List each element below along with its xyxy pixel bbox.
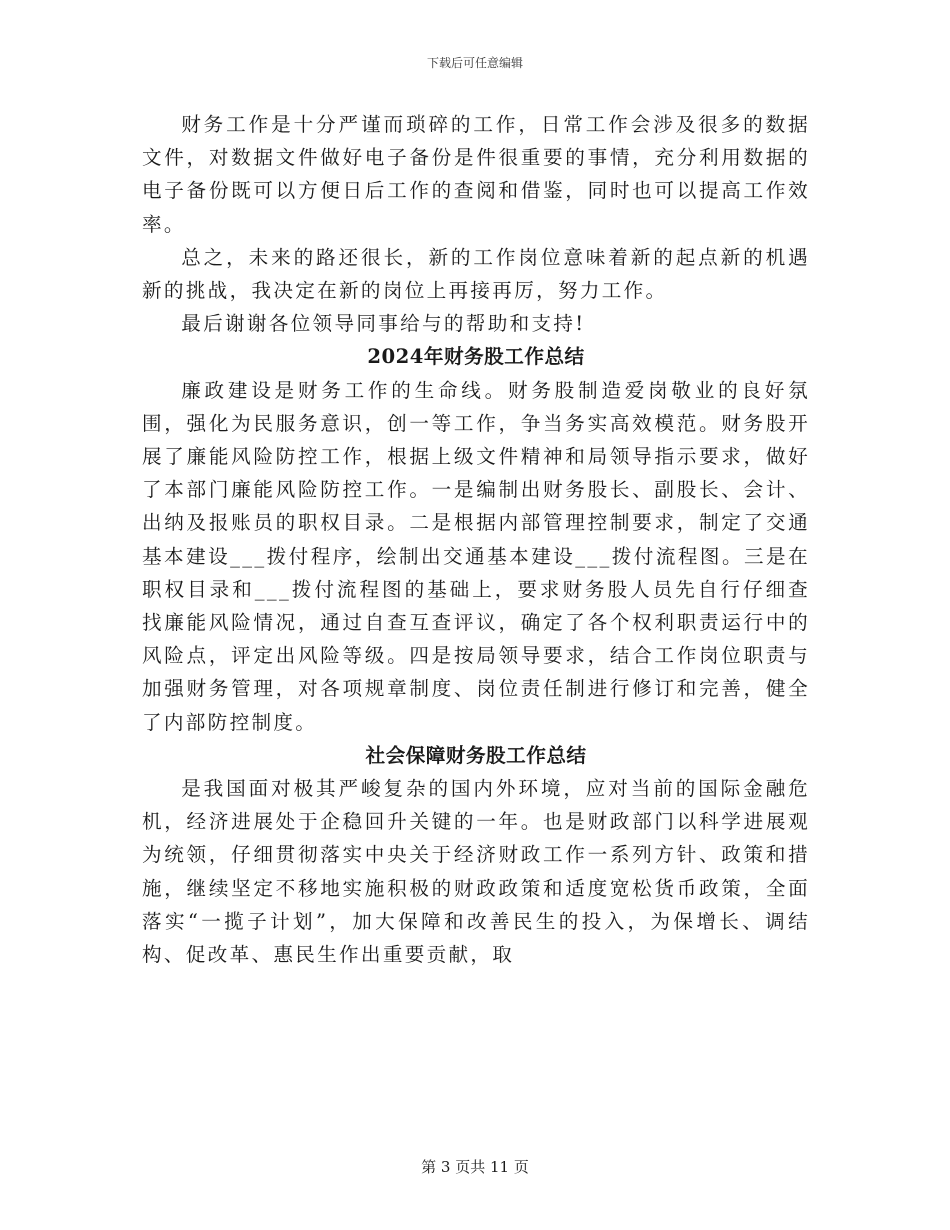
section-heading-2024-summary: 2024年财务股工作总结 [367,345,585,369]
paragraph-thanks: 最后谢谢各位领导同事给与的帮助和支持! [181,312,586,336]
page-header: 下载后可任意编辑 [426,56,523,70]
section-heading-social-security: 社会保障财务股工作总结 [365,743,587,767]
paragraph-social-security: 是我国面对极其严峻复杂的国内外环境，应对当前的国际金融危机，经济进展处于企稳回升关键的一年。也是财政部门以科学进展观为统领，仔细贯彻落实中央关于经济财政工作一系列方针、政策和措施，继续坚定不移地实施积极的财政政策和适度宽松货币政策，全面落实“一揽子计划”，加大保障和改善民生的投入，为保增长、调结构、促改革、惠民生作出重要贡献，取 [142,777,810,967]
document-body [142,108,810,971]
paragraph-integrity: 廉政建设是财务工作的生命线。财务股制造爱岗敬业的良好氛围，强化为民服务意识，创一等工作，争当务实高效模范。财务股开展了廉能风险防控工作，根据上级文件精神和局领导指示要求，做好了本部门廉能风险防控工作。一是编制出财务股长、副股长、会计、出纳及报账员的职权目录。二是根据内部管理控制要求，制定了交通基本建设___拨付程序，绘制出交通基本建设___拨付流程图。三是在职权目录和___拨付流程图的基础上，要求财务股人员先自行仔细查找廉能风险情况，通过自查互查评议，确定了各个权利职责运行中的风险点，评定出风险等级。四是按局领导要求，结合工作岗位职责与加强财务管理，对各项规章制度、岗位责任制进行修订和完善，健全了内部防控制度。 [142,378,810,734]
paragraph-conclusion: 总之，未来的路还很长，新的工作岗位意味着新的起点新的机遇新的挑战，我决定在新的岗位上再接再厉，努力工作。 [142,245,810,303]
paragraph-data-backup: 财务工作是十分严谨而琐碎的工作，日常工作会涉及很多的数据文件，对数据文件做好电子备份是件很重要的事情，充分利用数据的电子备份既可以方便日后工作的查阅和借鉴，同时也可以提高工作效率。 [142,113,810,236]
page-number: 第 3 页共 11 页 [421,1158,529,1176]
